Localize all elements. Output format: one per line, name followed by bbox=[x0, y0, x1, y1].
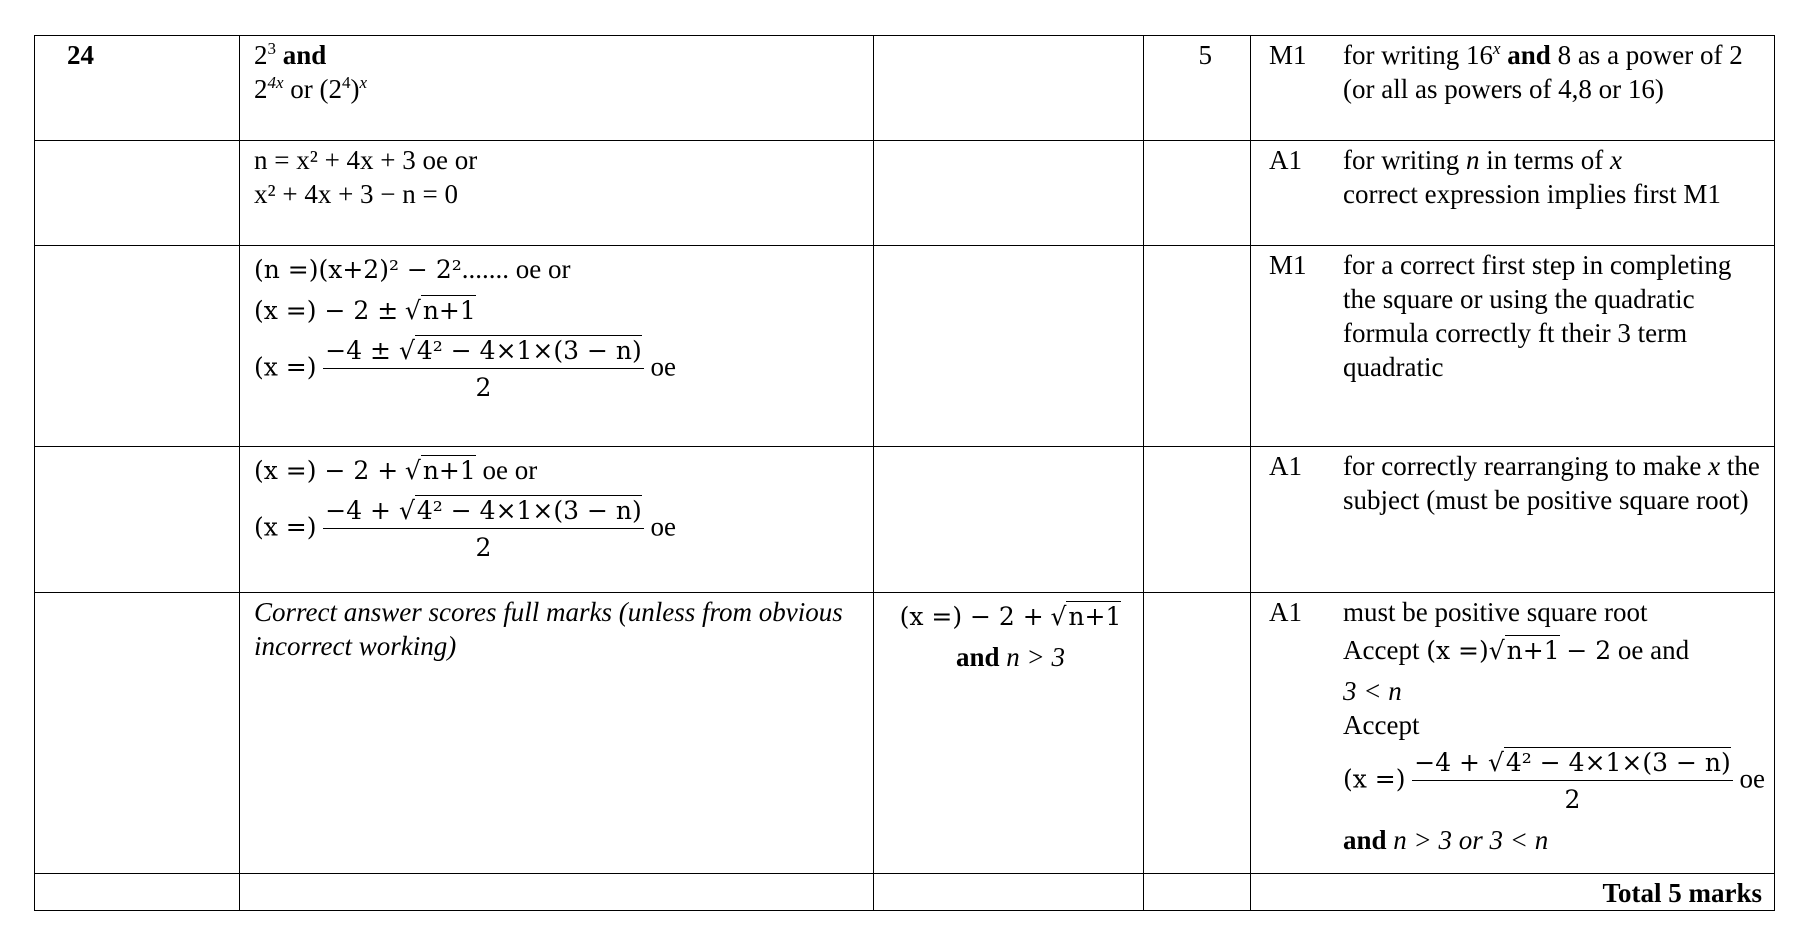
question-number-cell bbox=[35, 447, 240, 593]
notes-cell bbox=[1251, 36, 1775, 141]
marks-cell bbox=[1144, 141, 1251, 246]
mark-code: A1 bbox=[1269, 597, 1302, 627]
notes-cell bbox=[1251, 593, 1775, 874]
answer-line: (x =) − 2 + √n+1 bbox=[899, 602, 1122, 631]
answer-cell bbox=[874, 447, 1144, 593]
fraction: $\frac{\text{−4 ± √4² − 4×1×(3 − n)}}{2}$ bbox=[325, 336, 642, 402]
answer-line: and n > 3 bbox=[955, 642, 1066, 672]
fraction: $\frac{\text{−4 + √4² − 4×1×(3 − n)}}{2}$ bbox=[325, 496, 642, 562]
answer-cell bbox=[874, 36, 1144, 141]
mark-note: for a correct first step in completing the square or using the quadratic formula correctly ft their 3 term quadratic bbox=[1343, 250, 1732, 382]
notes-cell bbox=[1251, 246, 1775, 447]
notes-cell bbox=[1251, 141, 1775, 246]
notes-cell bbox=[1251, 447, 1775, 593]
working-line: (n =)(x+2)² − 2²....... oe or bbox=[254, 254, 571, 284]
marks-cell bbox=[1144, 593, 1251, 874]
working-cell bbox=[240, 246, 874, 447]
sqrt-radicand: n+1 bbox=[422, 296, 476, 325]
mark-note: for writing n in terms of x correct expression implies first M1 bbox=[1343, 145, 1721, 209]
table-row-total bbox=[35, 874, 1775, 911]
question-number: 24 bbox=[35, 36, 240, 141]
working-line: (x =) − 2 ± √n+1 bbox=[254, 296, 476, 325]
total-marks: Total 5 marks bbox=[1251, 874, 1775, 911]
marks-cell bbox=[1144, 447, 1251, 593]
table-row bbox=[35, 246, 1775, 447]
mark-code: M1 bbox=[1269, 250, 1307, 280]
working-line: (x =) − 2 + √n+1 oe or bbox=[254, 455, 538, 485]
working-cell bbox=[240, 141, 874, 246]
working-line: (x =) $\frac{\text{−4 + √4² − 4×1×(3 − n)}}{2}$ oe bbox=[254, 494, 863, 565]
working-line: $2^3$ and bbox=[254, 39, 327, 70]
question-number-cell bbox=[35, 246, 240, 447]
answer-cell bbox=[874, 593, 1144, 874]
mark-note: must be positive square root Accept (x =)√n+1 − 2 oe and 3 < n Accept (x =) $\frac{\text{−4 + √4² − 4×1×(3 − n)}}{2}$ oe and n > 3 or 3 < n bbox=[1343, 597, 1765, 855]
mark-scheme-table bbox=[34, 35, 1775, 911]
mark-note: for writing 16$^x$ and 8 as a power of 2 (or all as powers of 4,8 or 16) bbox=[1343, 39, 1743, 104]
working-note: Correct answer scores full marks (unless from obvious incorrect working) bbox=[254, 597, 843, 661]
mark-code: A1 bbox=[1269, 145, 1302, 175]
working-cell bbox=[240, 593, 874, 874]
marks-cell: 5 bbox=[1144, 36, 1251, 141]
table-row bbox=[35, 447, 1775, 593]
question-number-cell bbox=[35, 593, 240, 874]
table-row bbox=[35, 36, 1775, 141]
working-line: x² + 4x + 3 − n = 0 bbox=[254, 179, 459, 209]
working-line: $2^{4x}$ or $(2^4)^x$ bbox=[254, 73, 368, 104]
working-line: (x =) $\frac{\text{−4 ± √4² − 4×1×(3 − n)}}{2}$ oe bbox=[254, 334, 863, 405]
answer-cell bbox=[874, 246, 1144, 447]
mark-note: for correctly rearranging to make x the subject (must be positive square root) bbox=[1343, 451, 1760, 515]
table-row bbox=[35, 141, 1775, 246]
marks-cell bbox=[1144, 246, 1251, 447]
question-number-cell bbox=[35, 141, 240, 246]
fraction: $\frac{\text{−4 + √4² − 4×1×(3 − n)}}{2}$ bbox=[1414, 748, 1731, 814]
working-cell bbox=[240, 447, 874, 593]
answer-cell bbox=[874, 141, 1144, 246]
working-line: n = x² + 4x + 3 oe or bbox=[254, 145, 478, 175]
table-row bbox=[35, 593, 1775, 874]
mark-code: A1 bbox=[1269, 451, 1302, 481]
working-cell bbox=[240, 36, 874, 141]
mark-code: M1 bbox=[1269, 40, 1307, 70]
